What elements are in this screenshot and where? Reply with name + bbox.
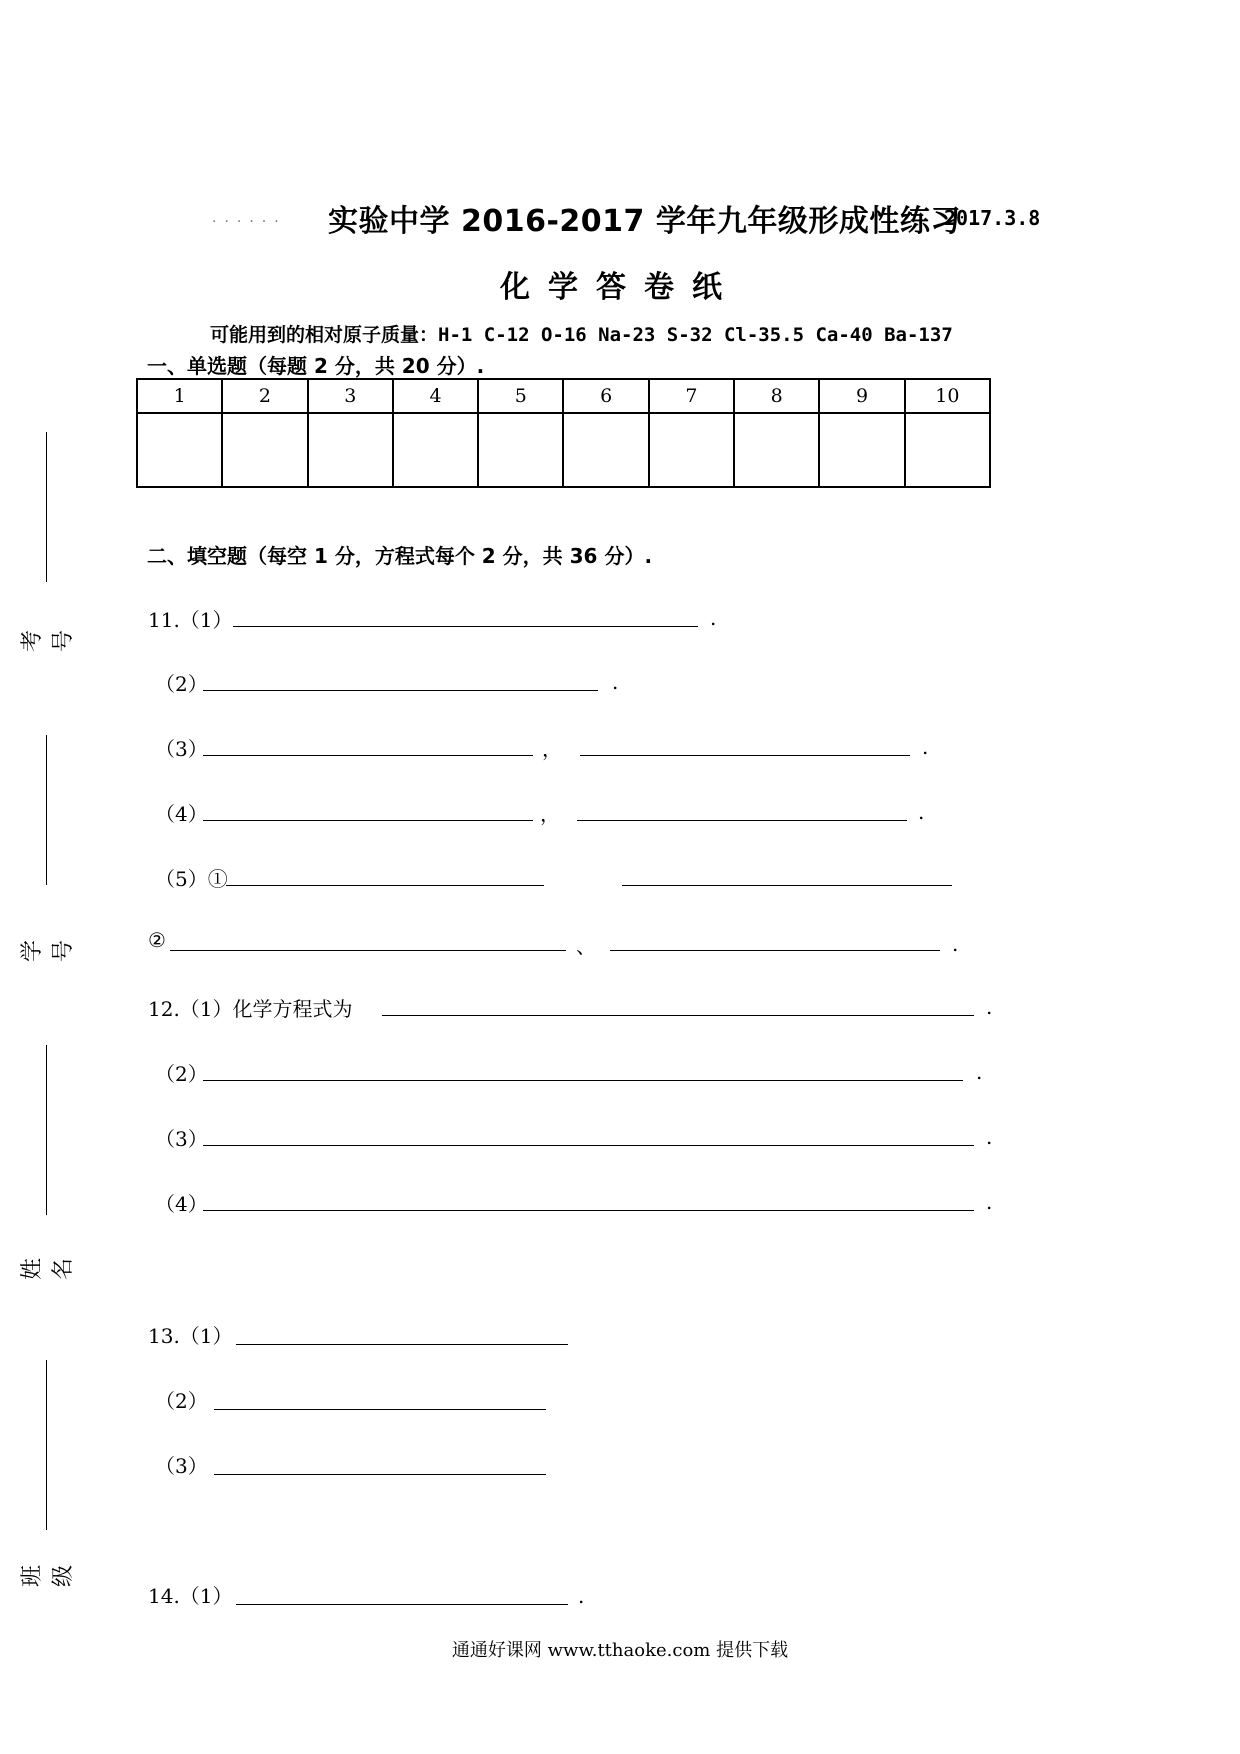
q12-1-label: 12.（1）化学方程式为 (148, 997, 353, 1021)
col-header: 8 (734, 379, 819, 413)
answer-cell-4[interactable] (393, 413, 478, 487)
q12-3-label: （3） (155, 1127, 208, 1151)
q13-2-label: （2） (155, 1389, 208, 1413)
q11-4-answer-line-a[interactable] (203, 820, 533, 821)
answer-cell-10[interactable] (905, 413, 990, 487)
col-header: 10 (905, 379, 990, 413)
col-header: 9 (819, 379, 904, 413)
q11-4-answer-line-b[interactable] (577, 820, 907, 821)
period: . (578, 1584, 585, 1608)
col-header: 5 (478, 379, 563, 413)
page-title: 实验中学 2016-2017 学年九年级形成性练习 (328, 204, 961, 239)
answer-table (136, 378, 991, 488)
comma: ， (540, 802, 560, 826)
answer-cell-8[interactable] (734, 413, 819, 487)
q12-4-answer-line[interactable] (203, 1210, 974, 1211)
answer-table-header (137, 379, 990, 413)
side-label-name: 姓名 (20, 1258, 76, 1281)
q11-1-label: 11.（1） (148, 608, 233, 632)
period: . (710, 606, 717, 630)
q11-5-answer-line-a[interactable] (226, 885, 544, 886)
col-header: 2 (222, 379, 307, 413)
q11-2-label: （2） (155, 672, 208, 696)
q13-3-answer-line[interactable] (214, 1474, 546, 1475)
title-dots: ...... (212, 210, 287, 226)
section2-title: 二、填空题（每空 1 分，方程式每个 2 分，共 36 分）. (147, 544, 653, 568)
side-label-exam-no: 考号 (20, 630, 76, 653)
q11-5b-label: ② (148, 928, 166, 952)
q12-2-label: （2） (155, 1062, 208, 1086)
q11-3-answer-line-b[interactable] (580, 755, 910, 756)
answer-cell-7[interactable] (649, 413, 734, 487)
q14-1-answer-line[interactable] (236, 1604, 568, 1605)
period: . (986, 995, 993, 1019)
period: . (986, 1125, 993, 1149)
title-date: 2017.3.8 (944, 206, 1041, 230)
dun: 、 (576, 934, 596, 958)
q13-3-label: （3） (155, 1454, 208, 1478)
answer-cell-9[interactable] (819, 413, 904, 487)
side-line-4 (46, 1360, 47, 1530)
q11-2-answer-line[interactable] (203, 690, 598, 691)
period: . (922, 735, 929, 759)
page-subtitle: 化学答卷纸 (500, 270, 740, 305)
col-header: 3 (308, 379, 393, 413)
side-label-student-no: 学号 (20, 940, 76, 963)
q12-1-answer-line[interactable] (382, 1015, 974, 1016)
side-line-3 (46, 1045, 47, 1215)
period: . (976, 1060, 983, 1084)
q11-5-label: （5）① (155, 867, 228, 891)
q11-1-answer-line[interactable] (233, 626, 698, 627)
q11-3-answer-line-a[interactable] (203, 755, 533, 756)
section1-title: 一、单选题（每题 2 分，共 20 分）. (147, 354, 485, 378)
period: . (986, 1190, 993, 1214)
q13-1-label: 13.（1） (148, 1324, 233, 1348)
q13-2-answer-line[interactable] (214, 1409, 546, 1410)
page-footer: 通通好课网 www.tthaoke.com 提供下载 (451, 1640, 789, 1661)
q12-2-answer-line[interactable] (203, 1080, 963, 1081)
col-header: 7 (649, 379, 734, 413)
answer-cell-5[interactable] (478, 413, 563, 487)
period: . (918, 800, 925, 824)
q12-3-answer-line[interactable] (203, 1145, 974, 1146)
comma: ， (542, 737, 562, 761)
col-header: 1 (137, 379, 222, 413)
col-header: 6 (563, 379, 648, 413)
side-line-1 (46, 432, 47, 582)
answer-cell-2[interactable] (222, 413, 307, 487)
answer-cell-1[interactable] (137, 413, 222, 487)
q14-1-label: 14.（1） (148, 1584, 233, 1608)
q13-1-answer-line[interactable] (236, 1344, 568, 1345)
q11-3-label: （3） (155, 737, 208, 761)
answer-cell-6[interactable] (563, 413, 648, 487)
answer-cell-3[interactable] (308, 413, 393, 487)
q11-5b-answer-line-a[interactable] (170, 950, 566, 951)
answer-table-row (137, 413, 990, 487)
period: . (952, 932, 959, 956)
q11-4-label: （4） (155, 802, 208, 826)
atomic-masses: 可能用到的相对原子质量：H-1 C-12 O-16 Na-23 S-32 Cl-35.5 Ca-40 Ba-137 (210, 324, 953, 346)
q11-5b-answer-line-b[interactable] (610, 950, 940, 951)
q11-5-answer-line-b[interactable] (622, 885, 952, 886)
q12-4-label: （4） (155, 1192, 208, 1216)
col-header: 4 (393, 379, 478, 413)
side-label-class: 班级 (20, 1565, 76, 1588)
side-line-2 (46, 735, 47, 885)
period: . (612, 670, 619, 694)
